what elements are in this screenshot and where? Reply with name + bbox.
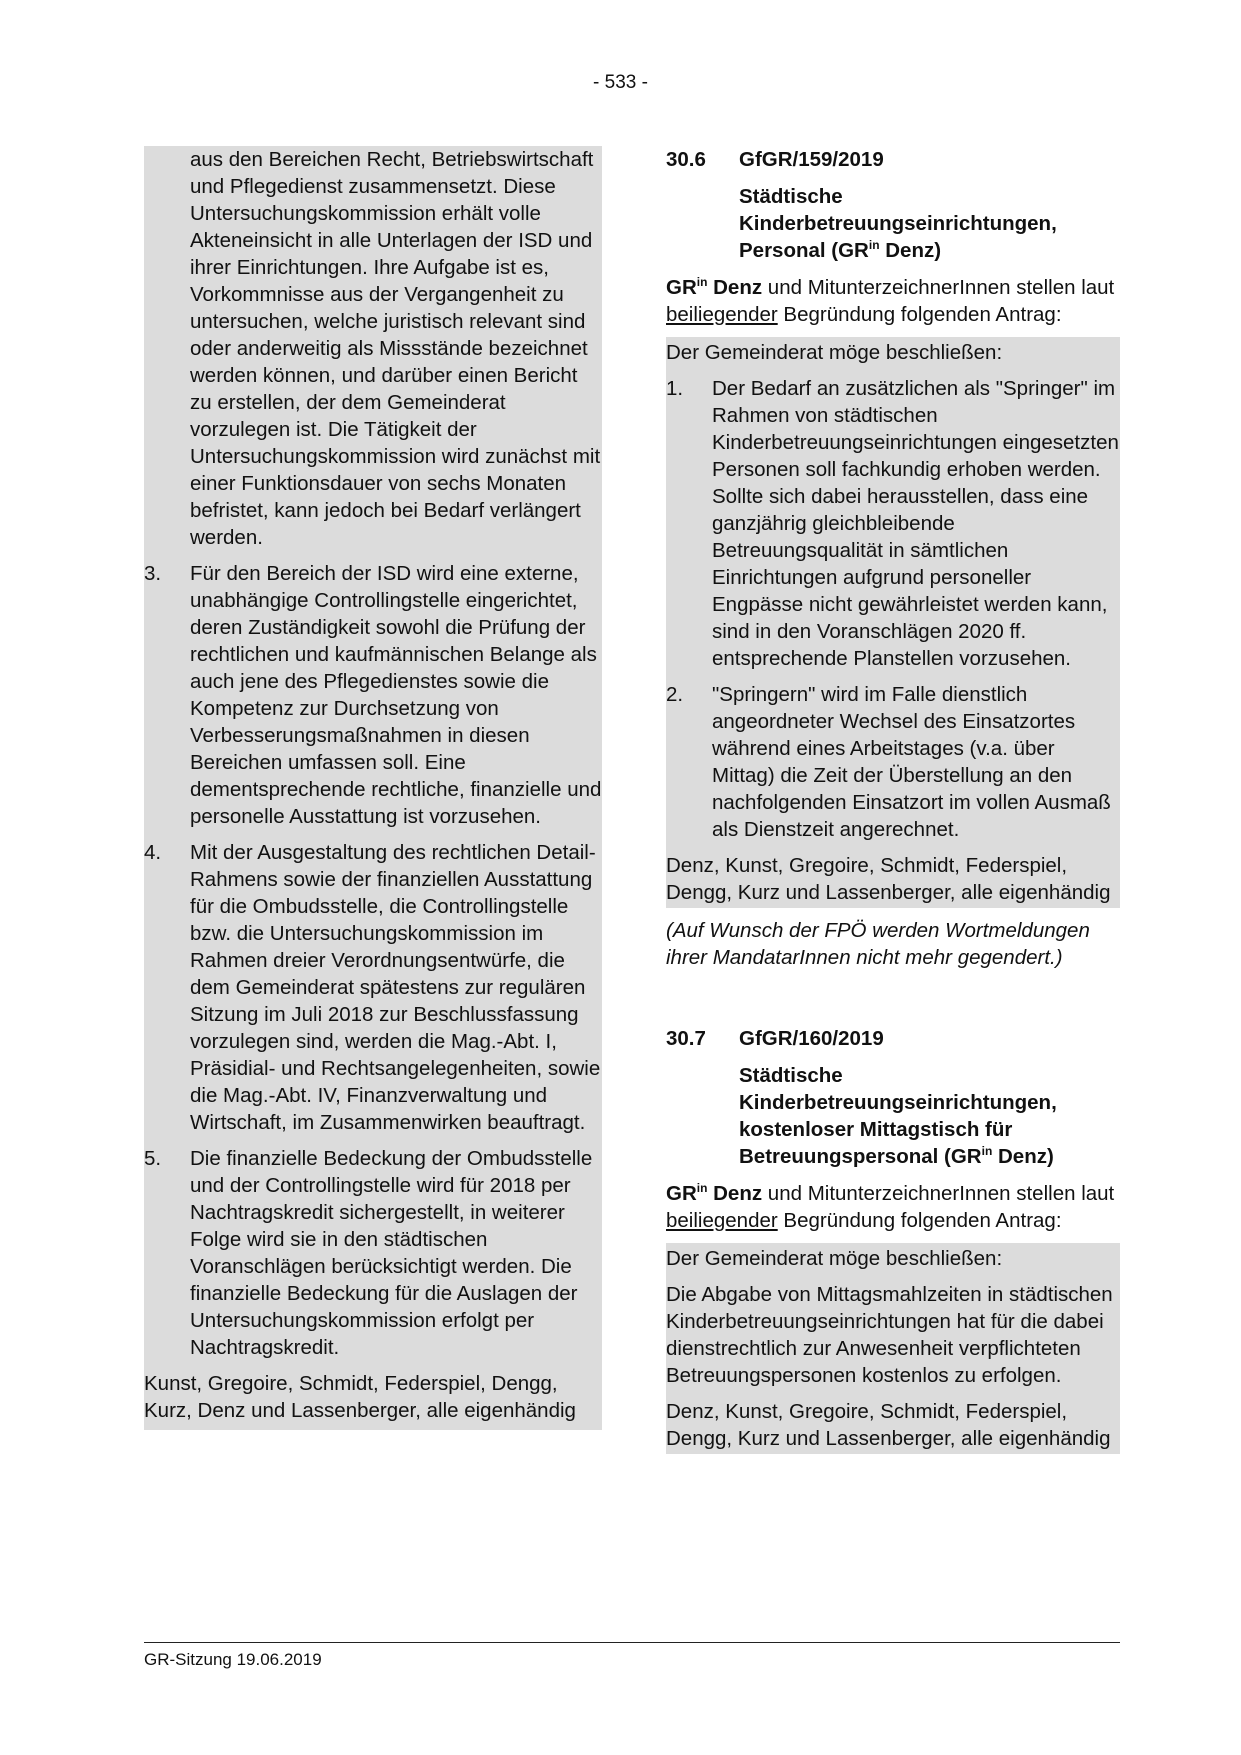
section-title: Städtische Kinderbetreuungseinrichtungen, Personal ($GR^{in}$ Denz) [739,185,1057,262]
continued-text: aus den Bereichen Recht, Betriebswirtschaft und Pflegedienst zusammensetzt. Diese Untersuchungskommission erhält volle Akteneinsicht in alle Unterlagen der ISD und ihrer Einrichtungen. Ihre Aufgabe ist es, Vorkommnisse aus der Vergangenheit zu untersuchen, welche juristisch relevant sind oder anderweitig als Missstände bezeichnet werden können, und darüber einen Bericht zu erstellen, der dem Gemeinderat vorzulegen ist. Die Tätigkeit der Untersuchungskommission wird zunächst mit einer Funktionsdauer von sechs Monaten befristet, kann jedoch bei Bedarf verlängert werden. [190,148,601,549]
list-item-continued [144,146,602,551]
page-number: - 533 - [593,72,648,93]
item-text: Mit der Ausgestaltung des rechtlichen Detail-Rahmens sowie der finanziellen Ausstattung für die Ombudsstelle, die Controllingstelle bzw. die Untersuchungskommission im Rahmen dreier Verordnungsentwürfe, die dem Gemeinderat spätestens zur regulären Sitzung im Juli 2018 zur Beschlussfassung vorzulegen sind, werden die Mag.-Abt. I, Präsidial- und Rechtsangelegenheiten, sowie die Mag.-Abt. IV, Finanzverwaltung und Wirtschaft, im Zusammenwirken beauftragt. [190,841,601,1134]
list-item [144,560,602,830]
section-heading [666,1025,1120,1052]
motion-box [666,337,1120,908]
motion-text: Die Abgabe von Mittagsmahlzeiten in städtischen Kinderbetreuungseinrichtungen hat für die dabei dienstrechtlich zur Anwesenheit verpflichteten Betreuungspersonen kostenlos zu erfolgen. [666,1283,1113,1387]
item-text: "Springern" wird im Falle dienstlich angeordneter Wechsel des Einsatzortes während eines Arbeitstages (v.a. über Mittag) die Zeit der Überstellung an den nachfolgenden Einsatzort im vollen Ausmaß als Dienstzeit angerechnet. [712,683,1111,841]
item-text: Für den Bereich der ISD wird eine externe, unabhängige Controllingstelle eingerichtet, deren Zuständigkeit sowohl die Prüfung der rechtlichen und kaufmännischen Belange als auch jene des Pflegedienstes sowie die Kompetenz zur Durchsetzung von Verbesserungsmaßnahmen in diesen Bereichen umfassen soll. Eine dementsprechende rechtliche, finanzielle und personelle Ausstattung ist vorzusehen. [190,562,602,828]
item-text: Der Bedarf an zusätzlichen als "Springer" im Rahmen von städtischen Kinderbetreuungseinrichtungen eingesetzten Personen soll fachkundig erhoben werden. Sollte sich dabei herausstellen, dass eine ganzjährig gleichbleibende Betreuungsqualität in sämtlichen Einrichtungen aufgrund personeller Engpässe nicht gewährleistet werden kann, sind in den Voranschlägen 2020 ff. entsprechende Planstellen vorzusehen. [712,377,1119,670]
item-number: 5. [144,1147,162,1170]
attachment-reference: beiliegender [666,1209,778,1232]
list-item [666,375,1120,672]
motion-head: Der Gemeinderat möge beschließen: [666,341,1003,364]
motion-intro: $GR^{in}$ Denz und MitunterzeichnerInnen stellen laut beiliegender Begründung folgenden Antrag: [666,1181,1115,1232]
section-heading [666,146,1120,173]
item-number: 2. [666,683,684,706]
section-number: 30.7 [666,1027,706,1050]
right-column [666,146,1120,1454]
note: (Auf Wunsch der FPÖ werden Wortmeldungen ihrer MandatarInnen nicht mehr gegendert.) [666,919,1090,969]
item-number: 1. [666,377,684,400]
item-number: 4. [144,841,162,864]
section-code: GfGR/160/2019 [739,1027,884,1050]
section-number: 30.6 [666,148,706,171]
section-code: GfGR/159/2019 [739,148,884,171]
item-text: Die finanzielle Bedeckung der Ombudsstelle und der Controllingstelle wird für 2018 per Nachtragskredit sichergestellt, in weiterer Folge wird sie in den städtischen Voranschlägen berücksichtigt werden. Die finanzielle Bedeckung für die Auslagen der Untersuchungskommission erfolgt per Nachtragskredit. [190,1147,593,1359]
attachment-reference: beiliegender [666,303,778,326]
section-title: Städtische Kinderbetreuungseinrichtungen, kostenloser Mittagstisch für Betreuungspersonal ($GR^{in}$ Denz) [739,1064,1057,1168]
list-item [666,681,1120,843]
list-item [144,1145,602,1361]
motion-box [666,1243,1120,1454]
list-item [144,839,602,1136]
footer: GR-Sitzung 19.06.2019 [144,1650,322,1669]
item-number: 3. [144,562,162,585]
motion-head: Der Gemeinderat möge beschließen: [666,1247,1003,1270]
left-column-motion [144,146,602,1430]
motion-intro: $GR^{in}$ Denz und MitunterzeichnerInnen stellen laut beiliegender Begründung folgenden Antrag: [666,275,1115,326]
signatures: Denz, Kunst, Gregoire, Schmidt, Federspiel, Dengg, Kurz und Lassenberger, alle eigenhändig [666,1400,1111,1450]
signatures: Kunst, Gregoire, Schmidt, Federspiel, Dengg, Kurz, Denz und Lassenberger, alle eigenhändig [144,1372,576,1422]
footer-divider [144,1642,1120,1643]
signatures: Denz, Kunst, Gregoire, Schmidt, Federspiel, Dengg, Kurz und Lassenberger, alle eigenhändig [666,854,1111,904]
